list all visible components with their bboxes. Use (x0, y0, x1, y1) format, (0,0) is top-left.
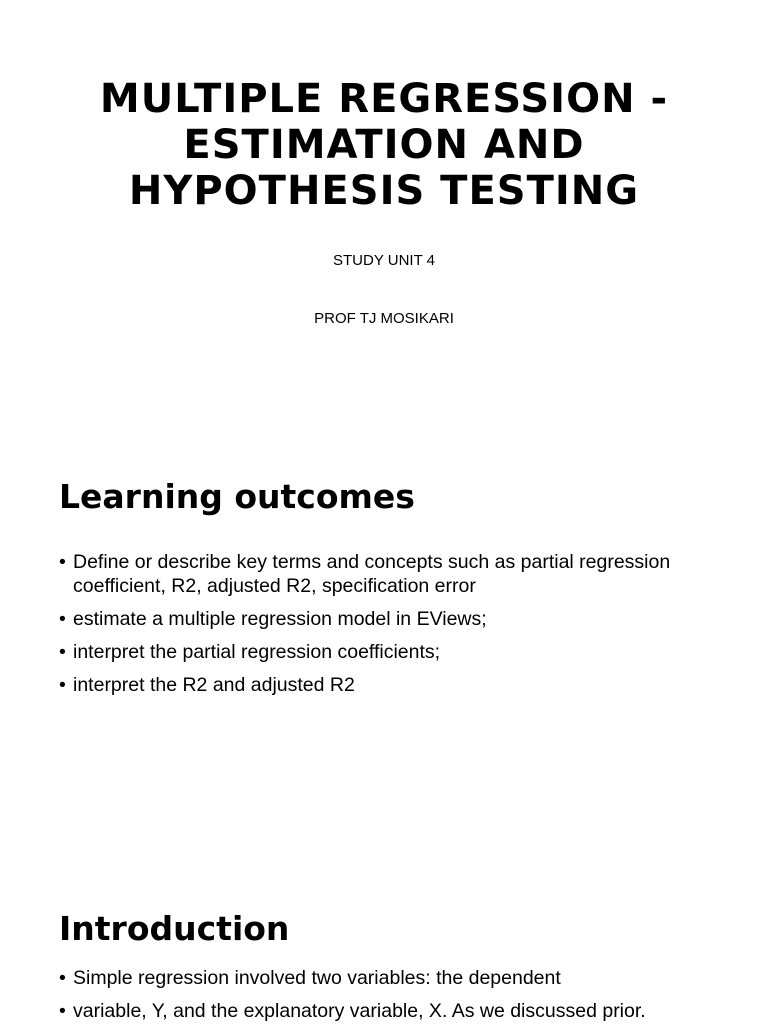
learning-outcomes-heading: Learning outcomes (59, 477, 415, 516)
title-slide (0, 0, 768, 432)
bullet-icon: • (59, 674, 66, 696)
list-item (59, 550, 719, 598)
author-label: PROF TJ MOSIKARI (314, 310, 454, 327)
introduction-slide (0, 864, 768, 1024)
list-item (59, 607, 719, 631)
bullet-icon: • (59, 641, 66, 663)
bullet-icon: • (59, 551, 66, 573)
list-item (59, 966, 719, 990)
learning-outcomes-list (59, 550, 719, 706)
list-item-text: interpret the partial regression coefficients; (73, 641, 441, 663)
bullet-icon: • (59, 967, 66, 989)
study-unit-label: STUDY UNIT 4 (333, 252, 435, 269)
list-item (59, 640, 719, 664)
list-item-text: variable, Y, and the explanatory variable, X. As we discussed prior. (73, 1000, 646, 1022)
list-item (59, 673, 719, 697)
list-item-text: Define or describe key terms and concepts such as partial regression coefficient, R2, adjusted R2, specification error (73, 551, 671, 597)
introduction-list (59, 966, 719, 1032)
introduction-heading: Introduction (59, 909, 290, 948)
list-item-text: interpret the R2 and adjusted R2 (73, 674, 355, 696)
bullet-icon: • (59, 608, 66, 630)
presentation-title: MULTIPLE REGRESSION - ESTIMATION AND HYPOTHESIS TESTING (99, 76, 669, 214)
list-item-text: Simple regression involved two variables: the dependent (73, 967, 561, 989)
learning-outcomes-slide (0, 432, 768, 864)
bullet-icon: • (59, 1000, 66, 1022)
list-item-text: estimate a multiple regression model in EViews; (73, 608, 487, 630)
list-item (59, 999, 719, 1023)
